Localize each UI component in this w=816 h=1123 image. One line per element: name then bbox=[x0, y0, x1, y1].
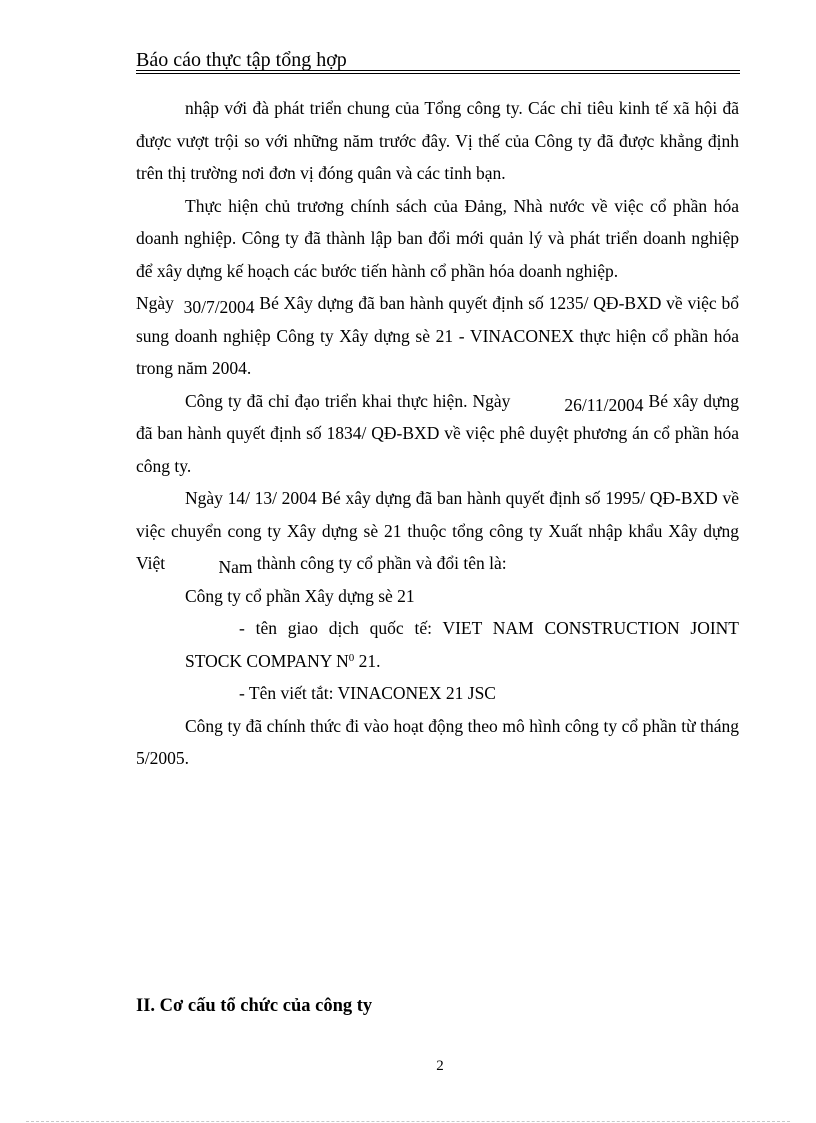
paragraph-4-text: Bé xây dựng đã ban hành quyết định số 1834/ QĐ-BXD về việc phê duyệt phương án cổ phần hóa công ty. bbox=[136, 390, 740, 476]
paragraph-1-text: nhập với đà phát triển chung của Tổng công ty. Các chỉ tiêu kinh tế xã hội đã được vượt trội so với những năm trước đây. Vị thế của Công ty đã được khẳng định trên thị trường nơi đơn vị đóng quân và các tỉnh bạn. bbox=[136, 98, 739, 183]
page-boundary bbox=[26, 1121, 790, 1122]
international-name-line bbox=[136, 612, 739, 677]
section-heading: II. Cơ cấu tổ chức của công ty bbox=[136, 996, 373, 1016]
document-body bbox=[136, 92, 739, 775]
header-rule-top bbox=[136, 70, 740, 71]
international-name-text: - tên giao dịch quốc tế: VIET NAM CONSTRUCTION JOINT STOCK COMPANY N bbox=[185, 618, 739, 671]
paragraph-3-text: Bé Xây dựng đã ban hành quyết định số 1235/ QĐ-BXD về việc bổ sung doanh nghiệp Công ty Xây dựng sè 21 - VINACONEX thực hiện cổ phần hóa trong năm 2004. bbox=[136, 293, 740, 378]
page-header-title: Báo cáo thực tập tổng hợp bbox=[136, 49, 347, 71]
international-name-number: 21. bbox=[358, 650, 381, 671]
paragraph-9: Công ty đã chính thức đi vào hoạt động theo mô hình công ty cổ phần từ tháng 5/2005. bbox=[136, 715, 739, 768]
paragraph-3 bbox=[136, 287, 739, 385]
abbreviation-line: - Tên viết tắt: VINACONEX 21 JSC bbox=[239, 683, 496, 703]
paragraph-4-date: 26/11/2004 bbox=[564, 394, 644, 415]
paragraph-5-text: thành công ty cổ phần và đổi tên là: bbox=[256, 553, 507, 573]
paragraph-3-lead: Ngày bbox=[136, 293, 174, 313]
paragraph-2: Thực hiện chủ trương chính sách của Đảng, Nhà nước về việc cổ phần hóa doanh nghiệp. Công ty đã thành lập ban đổi mới quản lý và phát triển doanh nghiệp để xây dựng kế hoạch các bước tiến hành cổ phần hóa doanh nghiệp. bbox=[136, 195, 739, 281]
paragraph-4 bbox=[136, 385, 739, 483]
page-number: 2 bbox=[436, 1058, 444, 1074]
paragraph-5 bbox=[136, 482, 739, 580]
paragraph-5-nam: Nam bbox=[218, 557, 253, 577]
paragraph-4-lead: Công ty đã chỉ đạo triển khai thực hiện. Ngày bbox=[185, 390, 511, 411]
header-rule-bottom bbox=[136, 73, 740, 74]
company-name-line: Công ty cổ phần Xây dựng sè 21 bbox=[185, 585, 415, 606]
number-superscript: 0 bbox=[348, 651, 355, 664]
paragraph-3-date: 30/7/2004 bbox=[183, 297, 255, 317]
paragraph-1 bbox=[136, 92, 739, 190]
paragraph-5-lead: Ngày 14/ 13/ 2004 Bé xây dựng đã ban hành quyết định số 1995/ QĐ-BXD về việc chuyển cong ty Xây dựng sè 21 thuộc tổng công ty Xuất nhập khẩu Xây dựng Việt bbox=[136, 488, 739, 573]
